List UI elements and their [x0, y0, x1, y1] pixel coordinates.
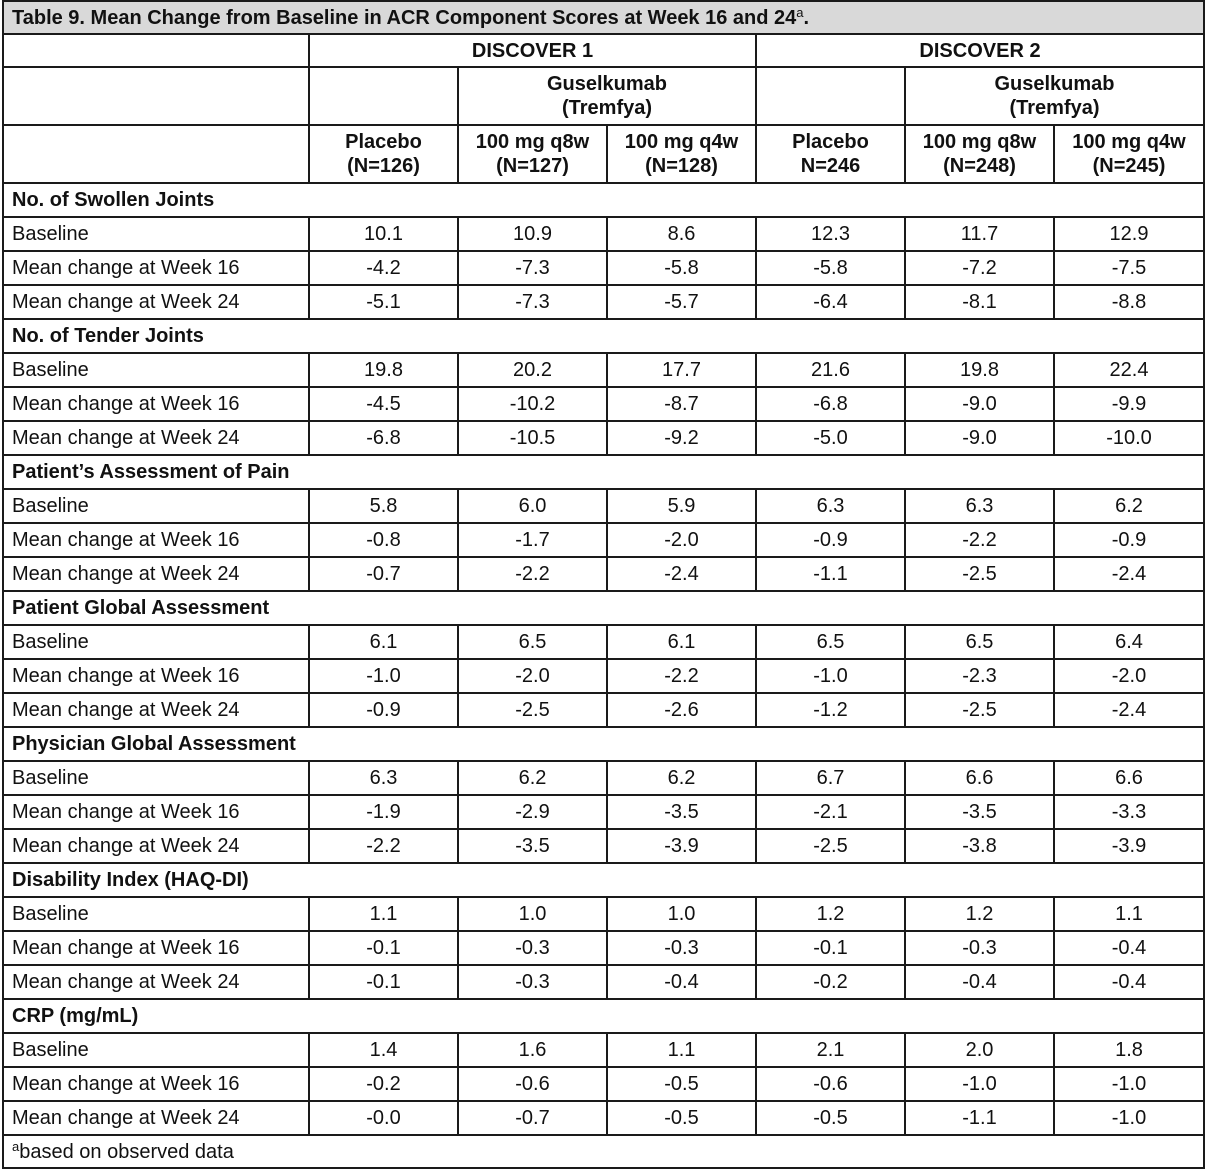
table-row: [3, 761, 1204, 795]
table-row: [3, 353, 1204, 387]
table-title-text: Table 9. Mean Change from Baseline in ACR Component Scores at Week 16 and 24: [12, 6, 797, 29]
table-row: [3, 251, 1204, 285]
drug-brand: (Tremfya): [1009, 97, 1100, 119]
arm-n: (N=127): [496, 155, 569, 177]
value-cell: -0.1: [309, 931, 458, 965]
value-cell: -6.8: [309, 421, 458, 455]
value-cell: -0.5: [607, 1101, 756, 1135]
value-cell: -0.9: [756, 523, 905, 557]
value-cell: 6.2: [1054, 489, 1204, 523]
value-cell: -0.4: [607, 965, 756, 999]
value-cell: 1.0: [458, 897, 607, 931]
value-cell: -0.5: [607, 1067, 756, 1101]
value-cell: -2.2: [607, 659, 756, 693]
drug-name: Guselkumab: [546, 73, 668, 95]
table-row: [3, 931, 1204, 965]
value-cell: 5.9: [607, 489, 756, 523]
row-label: Mean change at Week 24: [3, 1101, 309, 1135]
value-cell: 6.3: [309, 761, 458, 795]
value-cell: -2.0: [607, 523, 756, 557]
value-cell: -3.9: [607, 829, 756, 863]
value-cell: -10.2: [458, 387, 607, 421]
table-row: [3, 795, 1204, 829]
value-cell: 6.1: [607, 625, 756, 659]
value-cell: -0.3: [607, 931, 756, 965]
study-header-row: [3, 34, 1204, 67]
value-cell: 10.1: [309, 217, 458, 251]
value-cell: -2.5: [458, 693, 607, 727]
table-row: [3, 557, 1204, 591]
value-cell: 6.6: [1054, 761, 1204, 795]
value-cell: 1.6: [458, 1033, 607, 1067]
value-cell: -2.0: [1054, 659, 1204, 693]
value-cell: 2.0: [905, 1033, 1054, 1067]
value-cell: -8.8: [1054, 285, 1204, 319]
section-title: Disability Index (HAQ-DI): [3, 863, 1204, 897]
value-cell: -3.5: [458, 829, 607, 863]
value-cell: -2.1: [756, 795, 905, 829]
arm-header-cell: [1054, 125, 1204, 183]
value-cell: -1.0: [1054, 1101, 1204, 1135]
value-cell: -3.9: [1054, 829, 1204, 863]
table-row: [3, 1067, 1204, 1101]
value-cell: -1.2: [756, 693, 905, 727]
value-cell: 1.4: [309, 1033, 458, 1067]
value-cell: 6.2: [607, 761, 756, 795]
value-cell: -0.4: [1054, 965, 1204, 999]
value-cell: 1.0: [607, 897, 756, 931]
value-cell: 17.7: [607, 353, 756, 387]
value-cell: -2.2: [905, 523, 1054, 557]
value-cell: -1.1: [756, 557, 905, 591]
arm-dose: 100 mg q8w: [475, 131, 590, 153]
value-cell: 1.1: [607, 1033, 756, 1067]
section-title: No. of Tender Joints: [3, 319, 1204, 353]
value-cell: -7.2: [905, 251, 1054, 285]
footnote-text: based on observed data: [19, 1140, 234, 1163]
value-cell: -0.3: [458, 965, 607, 999]
value-cell: -0.7: [458, 1101, 607, 1135]
value-cell: -7.3: [458, 285, 607, 319]
section-title: Patient’s Assessment of Pain: [3, 455, 1204, 489]
section-header-row: [3, 863, 1204, 897]
arm-header-cell: [905, 125, 1054, 183]
empty-header-cell: [3, 125, 309, 183]
drug-header-row: [3, 67, 1204, 125]
value-cell: 10.9: [458, 217, 607, 251]
row-label: Mean change at Week 24: [3, 557, 309, 591]
row-label: Baseline: [3, 897, 309, 931]
section-header-row: [3, 183, 1204, 217]
arm-dose: 100 mg q4w: [624, 131, 739, 153]
value-cell: 20.2: [458, 353, 607, 387]
value-cell: -0.9: [309, 693, 458, 727]
section-title: Patient Global Assessment: [3, 591, 1204, 625]
arm-n: (N=245): [1092, 155, 1166, 177]
value-cell: -9.0: [905, 421, 1054, 455]
value-cell: 6.3: [756, 489, 905, 523]
value-cell: -8.7: [607, 387, 756, 421]
value-cell: 1.8: [1054, 1033, 1204, 1067]
footnote-row: [3, 1135, 1204, 1168]
value-cell: -4.5: [309, 387, 458, 421]
value-cell: -9.2: [607, 421, 756, 455]
value-cell: -9.9: [1054, 387, 1204, 421]
table-container: [2, 0, 1203, 1169]
value-cell: -2.0: [458, 659, 607, 693]
drug-header-discover-1: [458, 67, 756, 125]
row-label: Mean change at Week 16: [3, 795, 309, 829]
section-header-row: [3, 319, 1204, 353]
table-row: [3, 489, 1204, 523]
section-header-row: [3, 455, 1204, 489]
value-cell: -2.6: [607, 693, 756, 727]
value-cell: 12.3: [756, 217, 905, 251]
value-cell: -4.2: [309, 251, 458, 285]
value-cell: 6.5: [756, 625, 905, 659]
drug-header-discover-2: [905, 67, 1204, 125]
value-cell: -7.3: [458, 251, 607, 285]
section-header-row: [3, 999, 1204, 1033]
value-cell: -6.8: [756, 387, 905, 421]
value-cell: -2.5: [756, 829, 905, 863]
value-cell: -0.1: [756, 931, 905, 965]
value-cell: 11.7: [905, 217, 1054, 251]
value-cell: -5.8: [607, 251, 756, 285]
study-header-discover-2: DISCOVER 2: [756, 34, 1204, 67]
row-label: Mean change at Week 16: [3, 251, 309, 285]
value-cell: -10.5: [458, 421, 607, 455]
row-label: Mean change at Week 16: [3, 523, 309, 557]
value-cell: -2.5: [905, 693, 1054, 727]
row-label: Baseline: [3, 761, 309, 795]
value-cell: -3.5: [905, 795, 1054, 829]
row-label: Mean change at Week 16: [3, 659, 309, 693]
value-cell: -0.1: [309, 965, 458, 999]
value-cell: 6.7: [756, 761, 905, 795]
value-cell: 8.6: [607, 217, 756, 251]
row-label: Baseline: [3, 1033, 309, 1067]
value-cell: -0.7: [309, 557, 458, 591]
row-label: Baseline: [3, 625, 309, 659]
value-cell: -3.8: [905, 829, 1054, 863]
table-row: [3, 625, 1204, 659]
row-label: Baseline: [3, 217, 309, 251]
value-cell: 6.5: [905, 625, 1054, 659]
arm-dose: 100 mg q4w: [1072, 131, 1186, 153]
value-cell: -0.6: [458, 1067, 607, 1101]
arm-header-cell: [756, 125, 905, 183]
arm-dose: Placebo: [345, 131, 422, 153]
value-cell: -5.7: [607, 285, 756, 319]
table-row: [3, 659, 1204, 693]
drug-brand: (Tremfya): [561, 97, 653, 119]
value-cell: 1.2: [756, 897, 905, 931]
arm-n: (N=248): [943, 155, 1016, 177]
table-row: [3, 1033, 1204, 1067]
value-cell: -0.5: [756, 1101, 905, 1135]
arm-n: (N=126): [347, 155, 420, 177]
study-header-discover-1: DISCOVER 1: [309, 34, 756, 67]
value-cell: 2.1: [756, 1033, 905, 1067]
value-cell: 21.6: [756, 353, 905, 387]
table-row: [3, 523, 1204, 557]
value-cell: -0.9: [1054, 523, 1204, 557]
value-cell: -2.4: [607, 557, 756, 591]
acr-component-table: [2, 0, 1205, 1169]
row-label: Mean change at Week 24: [3, 693, 309, 727]
table-title: Table 9. Mean Change from Baseline in ACR Component Scores at Week 16 and 24$^a$.: [3, 1, 1204, 34]
table-row: [3, 217, 1204, 251]
value-cell: -2.4: [1054, 557, 1204, 591]
value-cell: -5.1: [309, 285, 458, 319]
arm-n: N=246: [800, 155, 861, 177]
row-label: Mean change at Week 16: [3, 931, 309, 965]
value-cell: -1.9: [309, 795, 458, 829]
value-cell: -0.0: [309, 1101, 458, 1135]
row-label: Mean change at Week 24: [3, 965, 309, 999]
arm-header-cell: [607, 125, 756, 183]
row-label: Mean change at Week 24: [3, 829, 309, 863]
value-cell: -2.3: [905, 659, 1054, 693]
value-cell: -3.3: [1054, 795, 1204, 829]
value-cell: -1.0: [756, 659, 905, 693]
value-cell: 5.8: [309, 489, 458, 523]
arm-header-row: [3, 125, 1204, 183]
value-cell: -10.0: [1054, 421, 1204, 455]
section-title: CRP (mg/mL): [3, 999, 1204, 1033]
table-row: [3, 285, 1204, 319]
value-cell: -9.0: [905, 387, 1054, 421]
drug-name: Guselkumab: [994, 73, 1115, 95]
section-title: No. of Swollen Joints: [3, 183, 1204, 217]
value-cell: 1.1: [1054, 897, 1204, 931]
value-cell: 19.8: [905, 353, 1054, 387]
footnote: [3, 1135, 1204, 1168]
value-cell: -0.4: [1054, 931, 1204, 965]
value-cell: -5.0: [756, 421, 905, 455]
value-cell: -7.5: [1054, 251, 1204, 285]
value-cell: 6.2: [458, 761, 607, 795]
value-cell: 1.2: [905, 897, 1054, 931]
value-cell: -0.8: [309, 523, 458, 557]
title-row: [3, 1, 1204, 34]
section-header-row: [3, 727, 1204, 761]
value-cell: -0.2: [309, 1067, 458, 1101]
value-cell: -2.5: [905, 557, 1054, 591]
value-cell: -2.2: [458, 557, 607, 591]
row-label: Mean change at Week 16: [3, 387, 309, 421]
value-cell: 6.1: [309, 625, 458, 659]
value-cell: 6.6: [905, 761, 1054, 795]
value-cell: -0.6: [756, 1067, 905, 1101]
footnote-superscript: a: [12, 1138, 20, 1154]
value-cell: 6.3: [905, 489, 1054, 523]
section-header-row: [3, 591, 1204, 625]
value-cell: 19.8: [309, 353, 458, 387]
value-cell: -2.9: [458, 795, 607, 829]
empty-header-cell: [3, 67, 309, 125]
empty-header-cell: [756, 67, 905, 125]
title-superscript: a: [796, 4, 804, 20]
table-row: [3, 387, 1204, 421]
value-cell: -1.0: [905, 1067, 1054, 1101]
value-cell: -8.1: [905, 285, 1054, 319]
value-cell: -6.4: [756, 285, 905, 319]
value-cell: -1.1: [905, 1101, 1054, 1135]
value-cell: -0.2: [756, 965, 905, 999]
value-cell: -0.4: [905, 965, 1054, 999]
arm-dose: Placebo: [792, 131, 869, 153]
empty-header-cell: [309, 67, 458, 125]
value-cell: -2.2: [309, 829, 458, 863]
value-cell: -0.3: [905, 931, 1054, 965]
value-cell: 6.4: [1054, 625, 1204, 659]
table-row: [3, 693, 1204, 727]
value-cell: -0.3: [458, 931, 607, 965]
value-cell: -5.8: [756, 251, 905, 285]
table-row: [3, 421, 1204, 455]
value-cell: 1.1: [309, 897, 458, 931]
arm-header-cell: [458, 125, 607, 183]
value-cell: 6.5: [458, 625, 607, 659]
table-row: [3, 965, 1204, 999]
value-cell: -1.7: [458, 523, 607, 557]
arm-dose: 100 mg q8w: [922, 131, 1037, 153]
value-cell: 22.4: [1054, 353, 1204, 387]
row-label: Mean change at Week 24: [3, 285, 309, 319]
value-cell: 12.9: [1054, 217, 1204, 251]
row-label: Mean change at Week 16: [3, 1067, 309, 1101]
value-cell: 6.0: [458, 489, 607, 523]
empty-header-cell: [3, 34, 309, 67]
table-row: [3, 897, 1204, 931]
value-cell: -1.0: [309, 659, 458, 693]
table-row: [3, 829, 1204, 863]
section-title: Physician Global Assessment: [3, 727, 1204, 761]
value-cell: -1.0: [1054, 1067, 1204, 1101]
row-label: Baseline: [3, 353, 309, 387]
value-cell: -3.5: [607, 795, 756, 829]
table-row: [3, 1101, 1204, 1135]
arm-n: (N=128): [645, 155, 718, 177]
arm-header-cell: [309, 125, 458, 183]
value-cell: -2.4: [1054, 693, 1204, 727]
row-label: Mean change at Week 24: [3, 421, 309, 455]
row-label: Baseline: [3, 489, 309, 523]
